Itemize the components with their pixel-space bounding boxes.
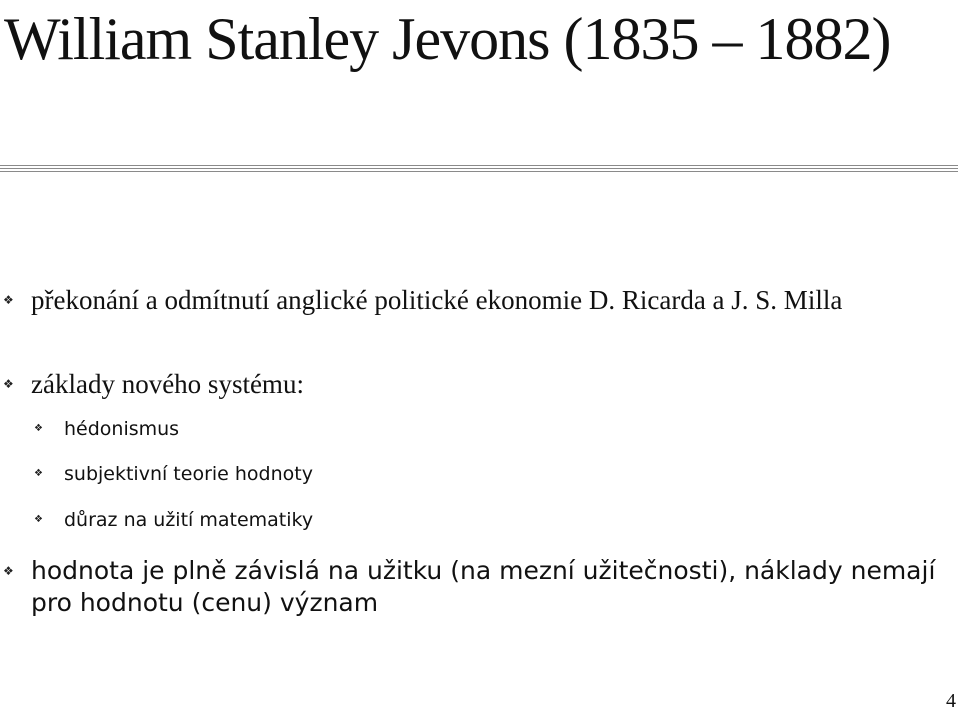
- bullet-item: [3, 368, 911, 400]
- title-divider-line: [0, 171, 958, 172]
- bullet-item: [3, 284, 911, 316]
- bullet-diamond-icon: ❖: [3, 293, 14, 307]
- bullet-diamond-icon: ❖: [34, 514, 43, 525]
- bullet-diamond-icon: ❖: [3, 564, 14, 578]
- sub-bullet-item: [34, 462, 904, 486]
- sub-bullet-item: [34, 417, 904, 441]
- title-divider-line: [0, 168, 958, 169]
- bullet-text: hodnota je plně závislá na užitku (na mezní užitečnosti), náklady nemají pro hodnotu (cenu) význam: [31, 556, 936, 617]
- sub-bullet-text: hédonismus: [64, 418, 180, 440]
- bullet-text: překonání a odmítnutí anglické politické ekonomie D. Ricarda a J. S. Milla: [31, 285, 843, 315]
- bullet-diamond-icon: ❖: [3, 377, 14, 391]
- bullet-item: [3, 555, 936, 619]
- sub-bullet-text: subjektivní teorie hodnoty: [64, 463, 313, 485]
- sub-bullet-item: [34, 508, 904, 532]
- title-divider-line: [0, 165, 958, 166]
- slide-title: William Stanley Jevons (1835 – 1882): [4, 6, 891, 72]
- bullet-text: základy nového systému:: [31, 369, 304, 399]
- page-number: 4: [946, 690, 956, 712]
- sub-bullet-text: důraz na užití matematiky: [64, 509, 314, 531]
- bullet-diamond-icon: ❖: [34, 468, 43, 479]
- bullet-diamond-icon: ❖: [34, 423, 43, 434]
